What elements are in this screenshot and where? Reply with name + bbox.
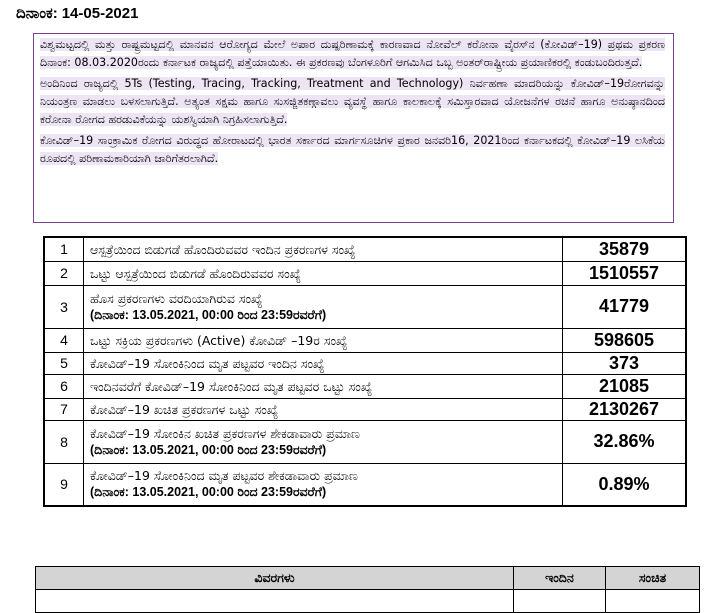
- row-description-main: ಹೊಸ ಪ್ರಕರಣಗಳು ವರದಿಯಾಗಿರುವ ಸಂಖ್ಯೆ: [90, 290, 263, 306]
- row-number: 2: [44, 261, 84, 285]
- details-header-row: [36, 567, 700, 590]
- stats-row: [44, 328, 686, 352]
- details-col-header: ಇಂದಿನ: [514, 567, 606, 590]
- row-description: [84, 285, 563, 328]
- covid-stats-table: [43, 236, 687, 507]
- row-value: 41779: [563, 285, 687, 328]
- stats-row: [44, 352, 686, 374]
- row-description-main: ಕೋವಿಡ್–19 ಸೋಂಕಿನ ಖಚಿತ ಪ್ರಕರಣಗಳ ಶೇಕಡಾವಾರು ಪ್ರಮಾಣ: [90, 425, 360, 441]
- stats-row: [44, 237, 686, 261]
- row-date-range: (ದಿನಾಂಕ: 13.05.2021, 00:00 ರಿಂದ 23:59ರವರೆಗೆ): [90, 307, 327, 322]
- row-date-range: (ದಿನಾಂಕ: 13.05.2021, 00:00 ರಿಂದ 23:59ರವರೆಗೆ): [90, 442, 327, 457]
- row-number: 6: [44, 374, 84, 398]
- row-value: 32.86%: [563, 420, 687, 463]
- intro-box: [33, 33, 674, 223]
- row-description: ಆಸ್ಪತ್ರೆಯಿಂದ ಬಿಡುಗಡೆ ಹೊಂದಿರುವವರ ಇಂದಿನ ಪ್ರಕರಣಗಳ ಸಂಖ್ಯೆ: [84, 237, 563, 261]
- row-number: 1: [44, 237, 84, 261]
- row-description: [84, 463, 563, 506]
- report-date-label: ದಿನಾಂಕ:: [16, 5, 58, 22]
- stats-row: [44, 398, 686, 420]
- stats-row: [44, 285, 686, 328]
- row-number: 4: [44, 328, 84, 352]
- row-date-range: (ದಿನಾಂಕ: 13.05.2021, 00:00 ರಿಂದ 23:59ರವರೆಗೆ): [90, 485, 327, 500]
- row-value: 1510557: [563, 261, 687, 285]
- stats-row: [44, 463, 686, 506]
- row-value: 373: [563, 352, 687, 374]
- details-col-header: ವಿವರಗಳು: [36, 567, 514, 590]
- row-value: 598605: [563, 328, 687, 352]
- row-description: [84, 420, 563, 463]
- details-row: [36, 590, 700, 613]
- row-description: ಕೋವಿಡ್–19 ಖಚಿತ ಪ್ರಕರಣಗಳ ಒಟ್ಟು ಸಂಖ್ಯೆ: [84, 398, 563, 420]
- intro-paragraph: ಕೋವಿಡ್–19 ಸಾಂಕ್ರಾಮಿಕ ರೋಗದ ವಿರುದ್ಧದ ಹೋರಾಟದಲ್ಲಿ ಭಾರತ ಸರ್ಕಾರದ ಮಾರ್ಗಸೂಚಿಗಳ ಪ್ರಕಾರ ಜನವರಿ16, 2021ರಿಂದ ಕರ್ನಾಟಕದಲ್ಲಿ ಕೋವಿಡ್–19 ಲಸಿಕೆಯ ರೂಪದಲ್ಲಿ ಪರಿಣಾಮಕಾರಿಯಾಗಿ ಜಾರಿಗೆತರಲಾಗಿದೆ.: [40, 134, 665, 165]
- row-description: ಕೋವಿಡ್–19 ಸೋಂಕಿನಿಂದ ಮೃತ ಪಟ್ಟವರ ಇಂದಿನ ಸಂಖ್ಯೆ: [84, 352, 563, 374]
- intro-paragraph: ವಿಶ್ವಮಟ್ಟದಲ್ಲಿ ಮತ್ತು ರಾಷ್ಟ್ರಮಟ್ಟದಲ್ಲಿ ಮಾನವನ ಆರೋಗ್ಯದ ಮೇಲೆ ಅಪಾರ ದುಷ್ಪರಿಣಾಮಕ್ಕೆ ಕಾರಣವಾದ ನೋವೆಲ್ ಕರೋನಾ ವೈರಸ್‌ನ (ಕೋವಿಡ್–19) ಪ್ರಥಮ ಪ್ರಕರಣ ದಿನಾಂಕ: 08.03.2020ರಂದು ಕರ್ನಾಟಕ ರಾಜ್ಯದಲ್ಲಿ ಪತ್ತೆಯಾಯಿತು. ಈ ಪ್ರಕರಣವು ಬೆಂಗಳೂರಿಗೆ ಆಗಮಿಸಿದ ಒಬ್ಬ ಅಂತರ್‌ರಾಷ್ಟ್ರೀಯ ಪ್ರಯಾಣಿಕರಲ್ಲಿ ಕಂಡುಬಂದಿರುತ್ತದೆ.: [40, 38, 665, 69]
- row-number: 8: [44, 420, 84, 463]
- row-number: 5: [44, 352, 84, 374]
- stats-row: [44, 261, 686, 285]
- row-description: ಒಟ್ಟು ಸಕ್ರಿಯ ಪ್ರಕರಣಗಳು (Active) ಕೋವಿಡ್ –19ರ ಸಂಖ್ಯೆ: [84, 328, 563, 352]
- row-value: 35879: [563, 237, 687, 261]
- row-description-main: ಕೋವಿಡ್–19 ಸೋಂಕಿನಿಂದ ಮೃತ ಪಟ್ಟವರ ಶೇಕಡಾವಾರು ಪ್ರಮಾಣ: [90, 468, 358, 484]
- report-date-value: 14-05-2021: [61, 5, 139, 22]
- row-value: 2130267: [563, 398, 687, 420]
- row-value: 21085: [563, 374, 687, 398]
- report-date: [16, 5, 138, 22]
- intro-paragraph: ಅಂದಿನಿಂದ ರಾಜ್ಯದಲ್ಲಿ 5Ts (Testing, Tracing, Tracking, Treatment and Technology) ನಿರ್ವಹಣಾ ಮಾದರಿಯನ್ನು ಕೋವಿಡ್–19ರೋಗವನ್ನು ನಿಯಂತ್ರಣ ಮಾಡಲು ಬಳಸಲಾಗುತ್ತಿದೆ. ಅತ್ಯಂತ ಸಕ್ಷಮ ಹಾಗೂ ಸುಸಜ್ಜಿತಕಣ್ಗಾವಲು ವ್ಯವಸ್ಥೆ ಹಾಗೂ ಕಾಲಕಾಲಕ್ಕೆ ಸಮಿಸ್ತಾರವಾದ ಯೋಜನೆಗಳ ರಚನೆ ಹಾಗೂ ಅನುಷ್ಠಾನದಿಂದ ಕರೋನಾ ರೋಗದ ಹರಡುವಿಕೆಯನ್ನು ಯಶಸ್ವಿಯಾಗಿ ನಿಗ್ರಹಿಸಲಾಗುತ್ತಿದೆ.: [40, 77, 665, 126]
- row-number: 7: [44, 398, 84, 420]
- details-table: [35, 566, 700, 613]
- row-description: ಇಂದಿನವರೆಗೆ ಕೋವಿಡ್–19 ಸೋಂಕಿನಿಂದ ಮೃತ ಪಟ್ಟವರ ಒಟ್ಟು ಸಂಖ್ಯೆ: [84, 374, 563, 398]
- details-col-header: ಸಂಚಿತ: [606, 567, 700, 590]
- row-value: 0.89%: [563, 463, 687, 506]
- stats-row: [44, 420, 686, 463]
- row-description: ಒಟ್ಟು ಆಸ್ಪತ್ರೆಯಿಂದ ಬಿಡುಗಡೆ ಹೊಂದಿರುವವರ ಸಂಖ್ಯೆ: [84, 261, 563, 285]
- row-number: 9: [44, 463, 84, 506]
- stats-row: [44, 374, 686, 398]
- row-number: 3: [44, 285, 84, 328]
